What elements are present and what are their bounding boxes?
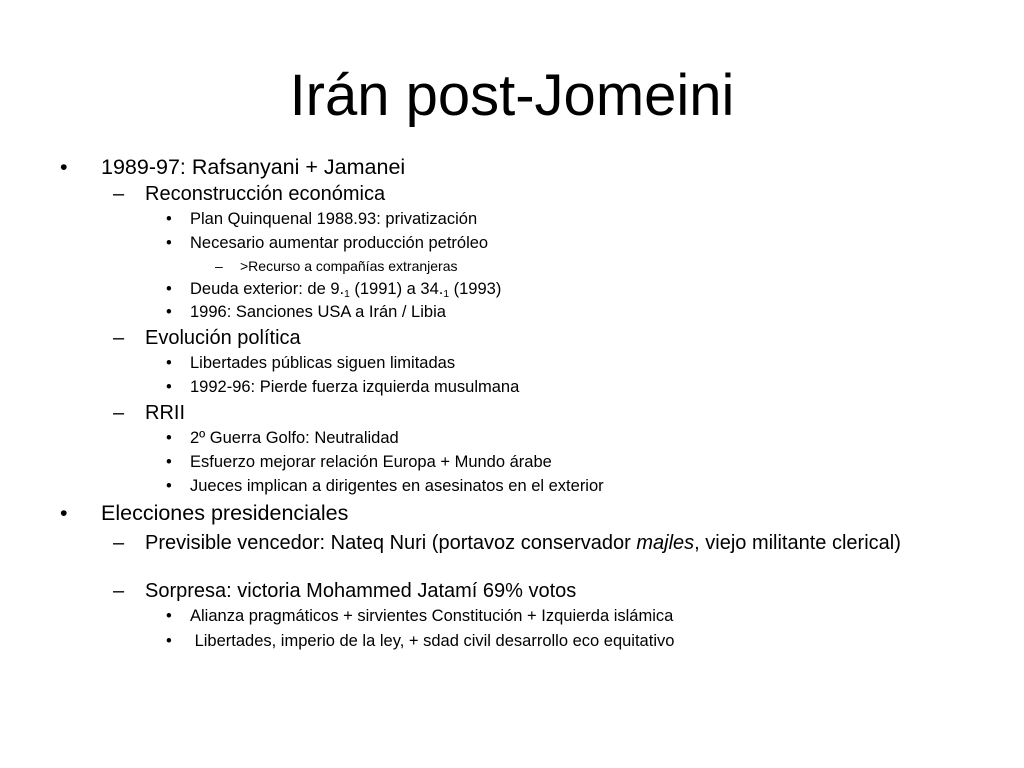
bullet-marker: • [166, 453, 172, 471]
dash-marker: – [113, 183, 125, 205]
bullet-text: Sorpresa: victoria Mohammed Jatamí 69% votos [145, 580, 577, 602]
bullet-marker: • [166, 210, 172, 228]
bullet-marker: • [166, 280, 172, 298]
bullet-text: Esfuerzo mejorar relación Europa + Mundo árabe [190, 453, 552, 471]
slide-title: Irán post-Jomeini [289, 63, 735, 128]
bullet-text: Reconstrucción económica [145, 183, 386, 205]
bullet-text: 1992-96: Pierde fuerza izquierda musulmana [190, 378, 520, 396]
bullet-marker: • [60, 501, 68, 525]
dash-marker: – [113, 532, 125, 554]
bullet-text: Evolución política [145, 327, 301, 349]
bullet-text: 2º Guerra Golfo: Neutralidad [190, 429, 399, 447]
bullet-text: Necesario aumentar producción petróleo [190, 234, 489, 252]
dash-marker: – [113, 580, 125, 602]
bullet-text: Elecciones presidenciales [101, 501, 349, 525]
bullet-marker: • [166, 607, 172, 625]
bullet-text: Alianza pragmáticos + sirvientes Constitución + Izquierda islámica [190, 607, 674, 625]
italic-term: majles [636, 532, 695, 554]
bullet-marker: • [166, 429, 172, 447]
bullet-marker: • [60, 155, 68, 179]
bullet-text: Libertades públicas siguen limitadas [190, 354, 456, 372]
bullet-text: Previsible vencedor: Nateq Nuri (portavoz conservador majles, viejo militante clerical) [145, 532, 901, 554]
bullet-text: Deuda exterior: de $9._1$ (1991) a $34._1$ (1993) [190, 280, 502, 301]
bullet-text: RRII [145, 402, 185, 424]
bullet-marker: • [166, 378, 172, 396]
bullet-marker: • [166, 234, 172, 252]
bullet-marker: • [166, 354, 172, 372]
dash-marker: – [113, 327, 125, 349]
dash-marker: – [215, 258, 223, 274]
bullet-text: Libertades, imperio de la ley, + sdad civil desarrollo eco equitativo [190, 632, 675, 650]
bullet-text: >Recurso a compañías extranjeras [240, 258, 458, 274]
bullet-marker: • [166, 477, 172, 495]
bullet-marker: • [166, 632, 172, 650]
bullet-text: Jueces implican a dirigentes en asesinatos en el exterior [190, 477, 604, 495]
dash-marker: – [113, 402, 125, 424]
bullet-marker: • [166, 303, 172, 321]
bullet-text: 1996: Sanciones USA a Irán / Libia [190, 303, 446, 321]
bullet-item-previsible [113, 531, 943, 579]
bullet-text: Plan Quinquenal 1988.93: privatización [190, 210, 478, 228]
bullet-text: 1989-97: Rafsanyani + Jamanei [101, 155, 406, 179]
